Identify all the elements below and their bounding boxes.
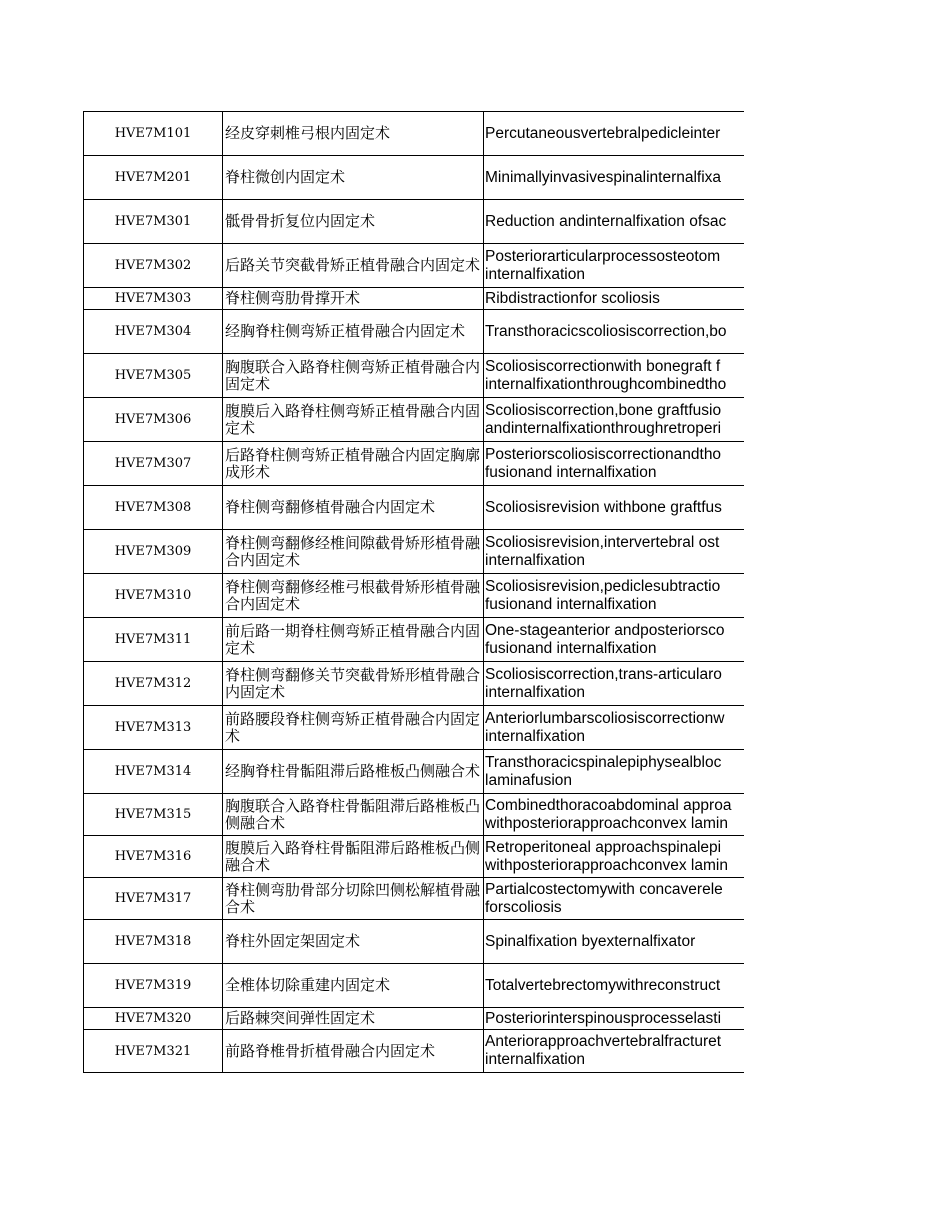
procedure-name-en-line: internalfixationthroughcombinedtho (485, 375, 727, 393)
procedure-name-en-cell[interactable] (484, 156, 745, 200)
procedure-name-en-cell[interactable] (484, 794, 745, 836)
procedure-name-en-cell[interactable] (484, 878, 745, 920)
procedure-name-en-cell[interactable] (484, 836, 745, 878)
procedure-name-zh-cell[interactable]: 后路棘突间弹性固定术 (223, 1008, 484, 1030)
table-row (84, 442, 745, 486)
procedure-name-en-line: Minimallyinvasivespinalinternalfixa (485, 168, 722, 186)
procedure-name-en-cell[interactable] (484, 750, 745, 794)
procedure-code-cell[interactable]: HVE7M321 (84, 1030, 223, 1073)
procedure-name-en-cell[interactable] (484, 1030, 745, 1073)
procedure-code-cell[interactable]: HVE7M308 (84, 486, 223, 530)
procedure-code-cell[interactable]: HVE7M304 (84, 310, 223, 354)
procedure-name-en-line: fusionand internalfixation (485, 463, 657, 481)
procedure-name-en-line: Scoliosisrevision,pediclesubtractio (485, 577, 721, 595)
table-row (84, 1008, 745, 1030)
procedure-name-zh-cell[interactable]: 脊柱外固定架固定术 (223, 920, 484, 964)
table-row (84, 618, 745, 662)
procedure-name-zh-cell[interactable]: 前路腰段脊柱侧弯矫正植骨融合内固定术 (223, 706, 484, 750)
procedure-name-zh-cell[interactable]: 脊柱侧弯翻修关节突截骨矫形植骨融合内固定术 (223, 662, 484, 706)
procedure-name-en-line: Spinalfixation byexternalfixator (485, 932, 696, 950)
procedure-code-cell[interactable]: HVE7M306 (84, 398, 223, 442)
procedure-name-en-cell[interactable] (484, 662, 745, 706)
procedure-name-en-line: internalfixation (485, 1051, 585, 1068)
procedure-name-en-line: Posteriorscoliosiscorrectionandtho (485, 445, 722, 463)
procedure-name-en-line: Scoliosiscorrection,trans-articularo (485, 665, 722, 683)
procedure-name-en-line: Totalvertebrectomywithreconstruct (485, 976, 721, 994)
procedure-name-en-cell[interactable] (484, 530, 745, 574)
procedure-name-en-cell[interactable] (484, 288, 745, 310)
procedure-name-en-line: Transthoracicscoliosiscorrection,bo (485, 322, 727, 340)
procedure-code-cell[interactable]: HVE7M310 (84, 574, 223, 618)
table-row (84, 920, 745, 964)
procedure-code-cell[interactable]: HVE7M312 (84, 662, 223, 706)
procedure-name-en-cell[interactable] (484, 200, 745, 244)
procedure-name-zh-cell[interactable]: 经皮穿刺椎弓根内固定术 (223, 112, 484, 156)
table-row (84, 288, 745, 310)
procedure-table-body (84, 112, 745, 1073)
procedure-name-zh-cell[interactable]: 前后路一期脊柱侧弯矫正植骨融合内固定术 (223, 618, 484, 662)
table-row (84, 964, 745, 1008)
procedure-name-zh-cell[interactable]: 脊柱侧弯肋骨撑开术 (223, 288, 484, 310)
procedure-name-en-line: Reduction andinternalfixation ofsac (485, 212, 727, 230)
procedure-code-cell[interactable]: HVE7M318 (84, 920, 223, 964)
procedure-code-cell[interactable]: HVE7M317 (84, 878, 223, 920)
procedure-name-en-line: Retroperitoneal approachspinalepi (485, 838, 722, 856)
table-row (84, 878, 745, 920)
procedure-name-en-cell[interactable] (484, 244, 745, 288)
procedure-name-en-line: internalfixation (485, 727, 585, 745)
procedure-name-zh-cell[interactable]: 后路脊柱侧弯矫正植骨融合内固定胸廓成形术 (223, 442, 484, 486)
procedure-name-zh-cell[interactable]: 脊柱微创内固定术 (223, 156, 484, 200)
procedure-name-en-line: Partialcostectomywith concaverele (485, 880, 723, 898)
procedure-name-en-cell[interactable] (484, 1008, 745, 1030)
table-row (84, 836, 745, 878)
procedure-name-en-line: Scoliosisrevision,intervertebral ost (485, 533, 720, 551)
procedure-name-zh-cell[interactable]: 后路关节突截骨矫正植骨融合内固定术 (223, 244, 484, 288)
procedure-code-cell[interactable]: HVE7M201 (84, 156, 223, 200)
procedure-name-en-line: Posteriorarticularprocessosteotom (485, 247, 721, 265)
procedure-name-en-line: Ribdistractionfor scoliosis (485, 289, 660, 307)
table-row (84, 662, 745, 706)
table-row (84, 750, 745, 794)
procedure-name-zh-cell[interactable]: 腹膜后入路脊柱侧弯矫正植骨融合内固定术 (223, 398, 484, 442)
procedure-name-en-line: Percutaneousvertebralpedicleinter (485, 124, 721, 142)
procedure-code-cell[interactable]: HVE7M301 (84, 200, 223, 244)
procedure-name-en-line: Anteriorapproachvertebralfracturet (485, 1033, 722, 1050)
procedure-name-en-cell[interactable] (484, 112, 745, 156)
procedure-name-zh-cell[interactable]: 脊柱侧弯肋骨部分切除凹侧松解植骨融合术 (223, 878, 484, 920)
procedure-name-en-line: Scoliosiscorrection,bone graftfusio (485, 401, 722, 419)
procedure-name-en-cell[interactable] (484, 398, 745, 442)
procedure-code-cell[interactable]: HVE7M307 (84, 442, 223, 486)
procedure-name-zh-cell[interactable]: 骶骨骨折复位内固定术 (223, 200, 484, 244)
table-row (84, 156, 745, 200)
procedure-name-zh-cell[interactable]: 胸腹联合入路脊柱侧弯矫正植骨融合内固定术 (223, 354, 484, 398)
procedure-name-en-line: Anteriorlumbarscoliosiscorrectionw (485, 709, 725, 727)
procedure-name-en-cell[interactable] (484, 706, 745, 750)
table-row (84, 200, 745, 244)
procedure-name-en-line: Combinedthoracoabdominal approa (485, 796, 732, 814)
procedure-code-cell[interactable]: HVE7M320 (84, 1008, 223, 1030)
procedure-name-en-line: One-stageanterior andposteriorsco (485, 621, 725, 639)
table-row (84, 310, 745, 354)
procedure-table (83, 111, 744, 1073)
procedure-name-en-line: andinternalfixationthroughretroperi (485, 419, 722, 437)
procedure-name-en-line: Scoliosiscorrectionwith bonegraft f (485, 357, 721, 375)
procedure-name-en-line: laminafusion (485, 771, 573, 789)
procedure-code-cell[interactable]: HVE7M101 (84, 112, 223, 156)
procedure-name-en-line: withposteriorapproachconvex lamin (485, 814, 728, 832)
table-row (84, 706, 745, 750)
procedure-name-en-cell[interactable] (484, 574, 745, 618)
table-row (84, 1030, 745, 1073)
procedure-name-en-cell[interactable] (484, 964, 745, 1008)
procedure-name-en-line: internalfixation (485, 551, 585, 569)
procedure-name-zh-cell[interactable]: 脊柱侧弯翻修经椎弓根截骨矫形植骨融合内固定术 (223, 574, 484, 618)
procedure-name-zh-cell[interactable]: 胸腹联合入路脊柱骨骺阻滞后路椎板凸侧融合术 (223, 794, 484, 836)
procedure-name-en-cell[interactable] (484, 310, 745, 354)
procedure-code-cell[interactable]: HVE7M313 (84, 706, 223, 750)
procedure-code-cell[interactable]: HVE7M302 (84, 244, 223, 288)
procedure-name-en-line: forscoliosis (485, 898, 562, 916)
procedure-name-en-cell[interactable] (484, 920, 745, 964)
procedure-code-cell[interactable]: HVE7M311 (84, 618, 223, 662)
procedure-name-en-line: internalfixation (485, 265, 585, 283)
procedure-name-zh-cell[interactable]: 经胸脊柱侧弯矫正植骨融合内固定术 (223, 310, 484, 354)
table-row (84, 112, 745, 156)
procedure-name-en-line: withposteriorapproachconvex lamin (485, 856, 728, 874)
procedure-name-zh-cell[interactable]: 脊柱侧弯翻修植骨融合内固定术 (223, 486, 484, 530)
procedure-name-en-line: Posteriorinterspinousprocesselasti (485, 1009, 722, 1027)
procedure-name-en-cell[interactable] (484, 442, 745, 486)
procedure-name-zh-cell[interactable]: 全椎体切除重建内固定术 (223, 964, 484, 1008)
table-row (84, 530, 745, 574)
procedure-code-cell[interactable]: HVE7M319 (84, 964, 223, 1008)
procedure-code-cell[interactable]: HVE7M309 (84, 530, 223, 574)
procedure-name-en-line: internalfixation (485, 683, 585, 701)
procedure-name-zh-cell[interactable]: 脊柱侧弯翻修经椎间隙截骨矫形植骨融合内固定术 (223, 530, 484, 574)
procedure-name-en-cell[interactable] (484, 354, 745, 398)
table-row (84, 574, 745, 618)
procedure-name-en-line: fusionand internalfixation (485, 595, 657, 613)
procedure-code-cell[interactable]: HVE7M303 (84, 288, 223, 310)
procedure-code-cell[interactable]: HVE7M305 (84, 354, 223, 398)
spreadsheet-sheet (83, 111, 744, 1073)
procedure-name-en-cell[interactable] (484, 486, 745, 530)
table-row (84, 354, 745, 398)
table-row (84, 398, 745, 442)
procedure-name-en-line: Scoliosisrevision withbone graftfus (485, 498, 722, 516)
procedure-code-cell[interactable]: HVE7M314 (84, 750, 223, 794)
procedure-code-cell[interactable]: HVE7M316 (84, 836, 223, 878)
procedure-name-zh-cell[interactable]: 前路脊椎骨折植骨融合内固定术 (223, 1030, 484, 1073)
table-row (84, 794, 745, 836)
procedure-name-en-line: Transthoracicspinalepiphysealbloc (485, 753, 722, 771)
procedure-name-en-line: fusionand internalfixation (485, 639, 657, 657)
procedure-code-cell[interactable]: HVE7M315 (84, 794, 223, 836)
procedure-name-zh-cell[interactable]: 腹膜后入路脊柱骨骺阻滞后路椎板凸侧融合术 (223, 836, 484, 878)
procedure-name-en-cell[interactable] (484, 618, 745, 662)
table-row (84, 486, 745, 530)
procedure-name-zh-cell[interactable]: 经胸脊柱骨骺阻滞后路椎板凸侧融合术 (223, 750, 484, 794)
table-row (84, 244, 745, 288)
